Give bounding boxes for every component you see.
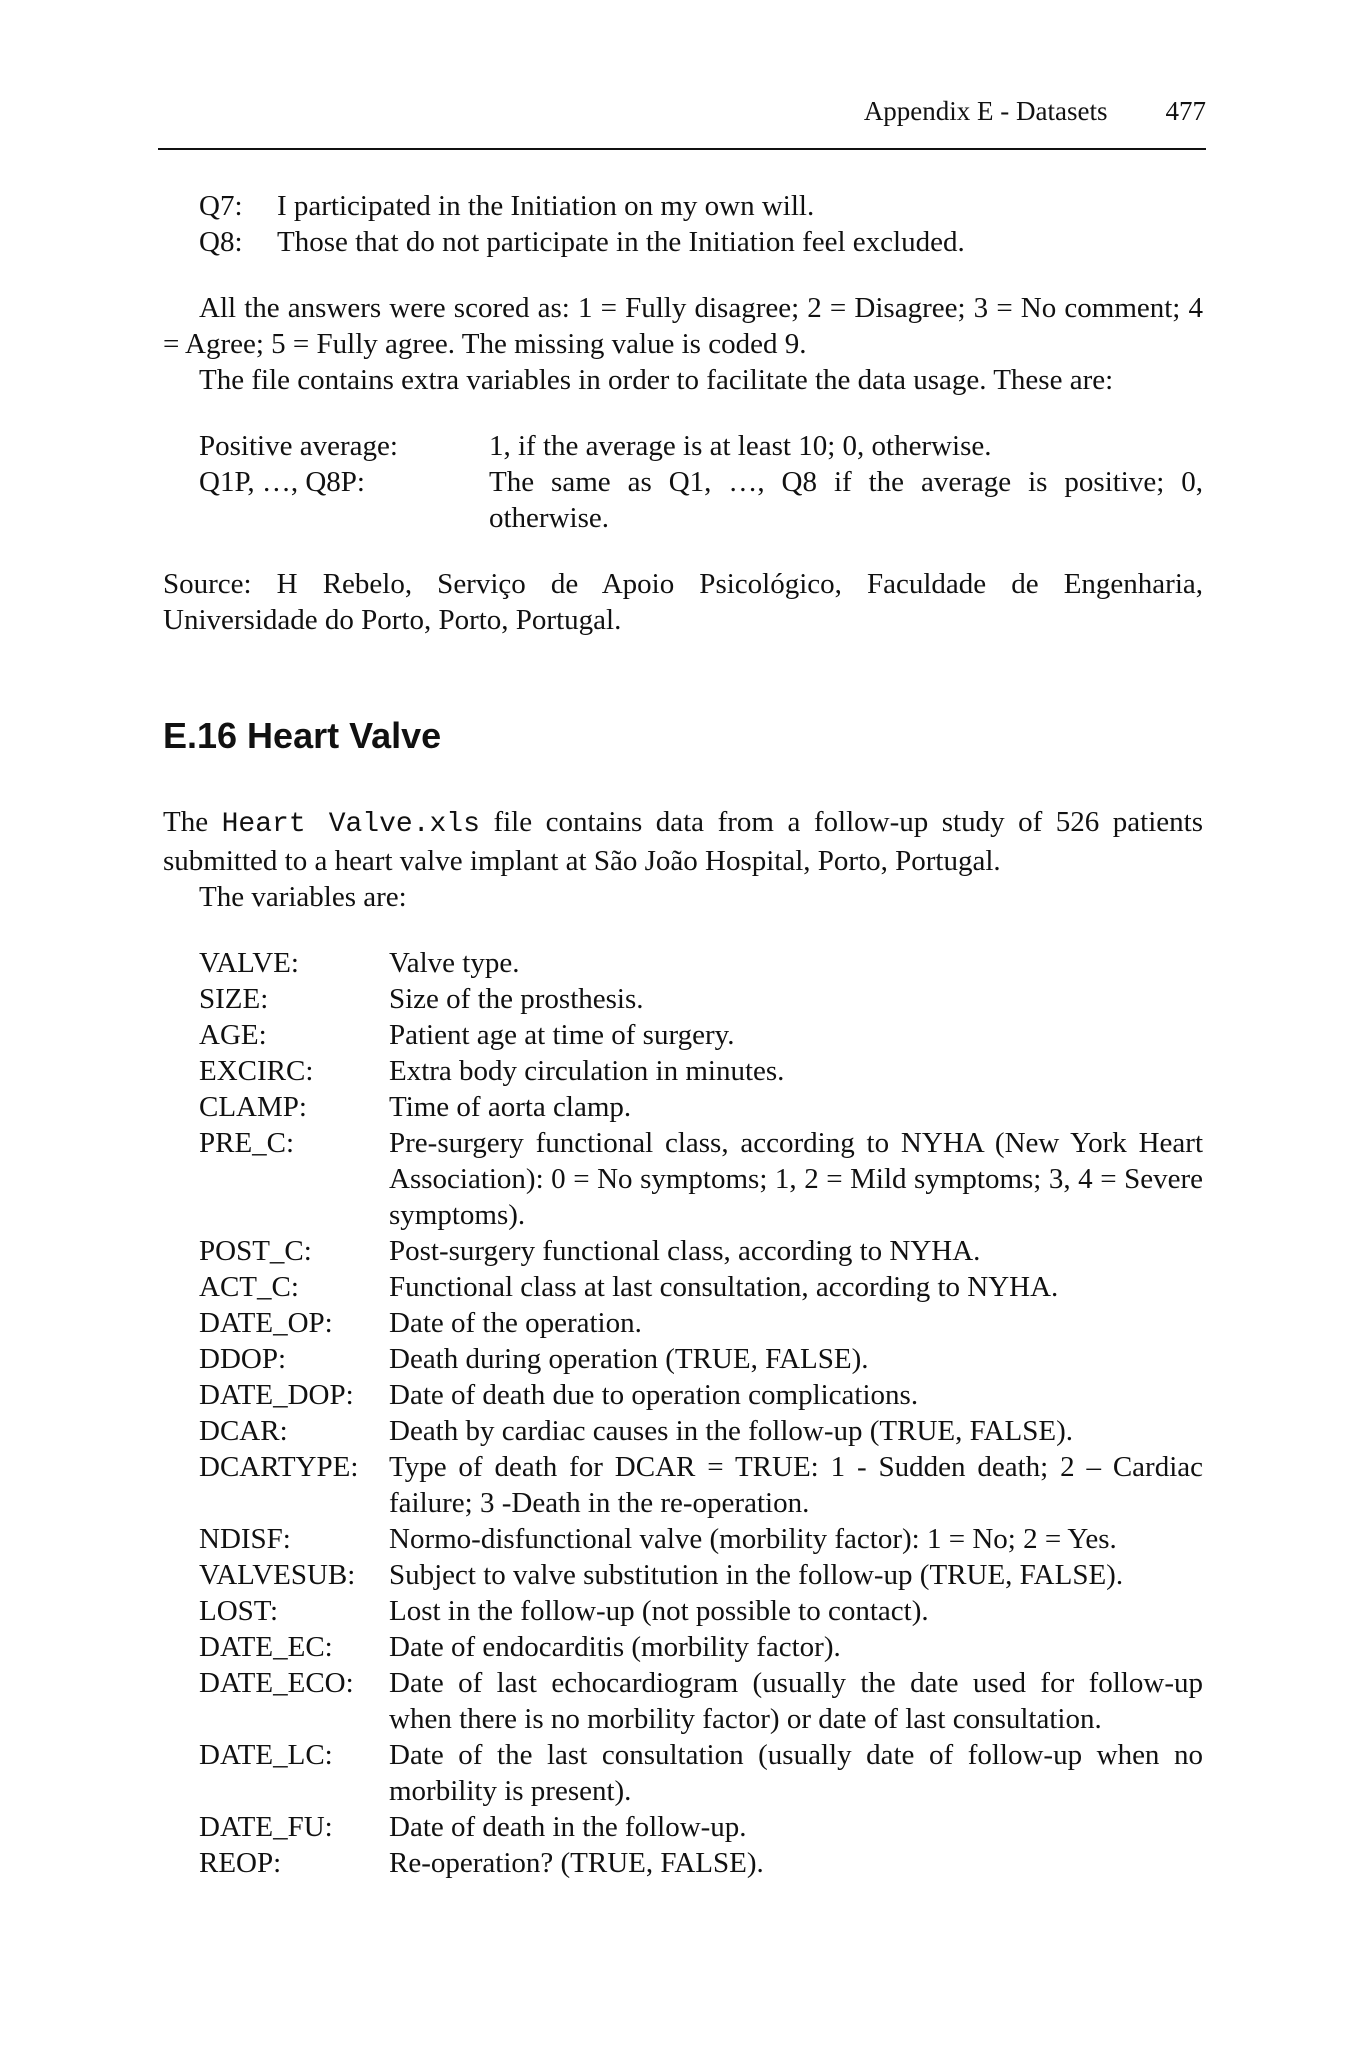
variable-description: Patient age at time of surgery. [389,1019,735,1051]
variable-label: VALVESUB: [199,1559,356,1591]
variable-item [199,1593,1203,1629]
variable-item [199,1737,1203,1809]
header-rule [158,148,1206,150]
source-paragraph: Source: H Rebelo, Serviço de Apoio Psicológico, Faculdade de Engenharia, Universidade do Porto, Porto, Portugal. [163,568,1203,636]
question-text: Those that do not participate in the Initiation feel excluded. [277,226,965,258]
variable-label: EXCIRC: [199,1055,314,1087]
section-heading: E.16 Heart Valve [163,715,442,756]
variable-description: Date of the operation. [389,1307,642,1339]
variable-description: Date of last echocardiogram (usually the date used for follow-up when there is no morbility factor) or date of last consultation. [389,1667,1203,1735]
variable-description: Death during operation (TRUE, FALSE). [389,1343,869,1375]
variable-description: Date of death in the follow-up. [389,1811,747,1843]
variable-label: DATE_DOP: [199,1379,354,1411]
variable-label: DATE_FU: [199,1811,333,1843]
variable-item [199,1269,1203,1305]
extra-variable-label: Q1P, …, Q8P: [199,466,365,498]
variable-description: Re-operation? (TRUE, FALSE). [389,1847,764,1879]
variable-label: REOP: [199,1847,282,1879]
variable-item [199,1017,1203,1053]
variable-description: Time of aorta clamp. [389,1091,632,1123]
variable-description: Date of endocarditis (morbility factor). [389,1631,841,1663]
variable-label: DCARTYPE: [199,1451,359,1483]
extra-variable-list [199,428,1203,536]
scoring-paragraph: All the answers were scored as: 1 = Fully disagree; 2 = Disagree; 3 = No comment; 4 = Agree; 5 = Fully agree. The missing value is coded 9. [163,292,1203,360]
question-item [163,224,1203,260]
extra-variables-intro: The file contains extra variables in order to facilitate the data usage. These are: [199,364,1114,396]
variable-label: POST_C: [199,1235,312,1267]
variable-item [199,945,1203,981]
variable-description: Extra body circulation in minutes. [389,1055,785,1087]
variable-label: AGE: [199,1019,267,1051]
variable-label: PRE_C: [199,1127,295,1159]
variable-description: Size of the prosthesis. [389,983,644,1015]
variable-description: Post-surgery functional class, according to NYHA. [389,1235,981,1267]
variable-item [199,1557,1203,1593]
variable-label: DATE_OP: [199,1307,333,1339]
variable-label: NDISF: [199,1523,291,1555]
variable-label: DATE_ECO: [199,1667,354,1699]
extra-variable-item [199,464,1203,536]
question-label: Q8: [199,226,243,258]
page-content [163,188,1203,1881]
variable-description: Pre-surgery functional class, according to NYHA (New York Heart Association): 0 = No symptoms; 1, 2 = Mild symptoms; 3, 4 = Severe symptoms). [389,1127,1203,1231]
variable-item [199,1629,1203,1665]
running-header [160,98,1206,125]
variable-label: LOST: [199,1595,279,1627]
extra-variable-item [199,428,1203,464]
variable-item [199,1125,1203,1233]
filename-code: Heart Valve.xls [221,809,480,840]
question-list [163,188,1203,260]
variable-description: Valve type. [389,947,520,979]
extra-variable-label: Positive average: [199,430,398,462]
variable-item [199,981,1203,1017]
variable-label: ACT_C: [199,1271,299,1303]
page-number: 477 [1165,96,1206,126]
variable-definition-list [199,945,1203,1881]
variable-label: DATE_LC: [199,1739,333,1771]
extra-variable-text: The same as Q1, …, Q8 if the average is positive; 0, otherwise. [489,466,1203,534]
variables-intro: The variables are: [199,881,407,913]
question-text: I participated in the Initiation on my own will. [277,190,815,222]
variable-item [199,1341,1203,1377]
intro-text-start: The [163,806,222,838]
header-title: Appendix E - Datasets [863,96,1108,126]
variable-label: VALVE: [199,947,299,979]
section-intro-paragraph [163,804,1203,879]
variable-item [199,1089,1203,1125]
variable-item [199,1845,1203,1881]
question-label: Q7: [199,190,243,222]
variable-description: Date of the last consultation (usually date of follow-up when no morbility is present). [389,1739,1203,1807]
variable-description: Normo-disfunctional valve (morbility factor): 1 = No; 2 = Yes. [389,1523,1117,1555]
variable-label: DCAR: [199,1415,288,1447]
variable-item [199,1413,1203,1449]
variable-item [199,1377,1203,1413]
extra-variable-text: 1, if the average is at least 10; 0, otherwise. [489,430,992,462]
variable-description: Date of death due to operation complications. [389,1379,919,1411]
variable-description: Death by cardiac causes in the follow-up (TRUE, FALSE). [389,1415,1073,1447]
variable-description: Lost in the follow-up (not possible to contact). [389,1595,929,1627]
variable-description: Type of death for DCAR = TRUE: 1 - Sudden death; 2 – Cardiac failure; 3 -Death in the re-operation. [389,1451,1203,1519]
variable-item [199,1305,1203,1341]
variable-item [199,1809,1203,1845]
variable-item [199,1521,1203,1557]
variable-item [199,1233,1203,1269]
variable-label: CLAMP: [199,1091,307,1123]
variable-label: DATE_EC: [199,1631,333,1663]
variable-item [199,1053,1203,1089]
question-item [163,188,1203,224]
variable-description: Functional class at last consultation, according to NYHA. [389,1271,1059,1303]
variable-description: Subject to valve substitution in the follow-up (TRUE, FALSE). [389,1559,1124,1591]
variable-item [199,1449,1203,1521]
variable-label: DDOP: [199,1343,287,1375]
variable-item [199,1665,1203,1737]
variable-label: SIZE: [199,983,269,1015]
intro-text-end: file contains data from a follow-up study of 526 patients submitted to a heart valve implant at São João Hospital, Porto, Portugal. [163,806,1203,877]
